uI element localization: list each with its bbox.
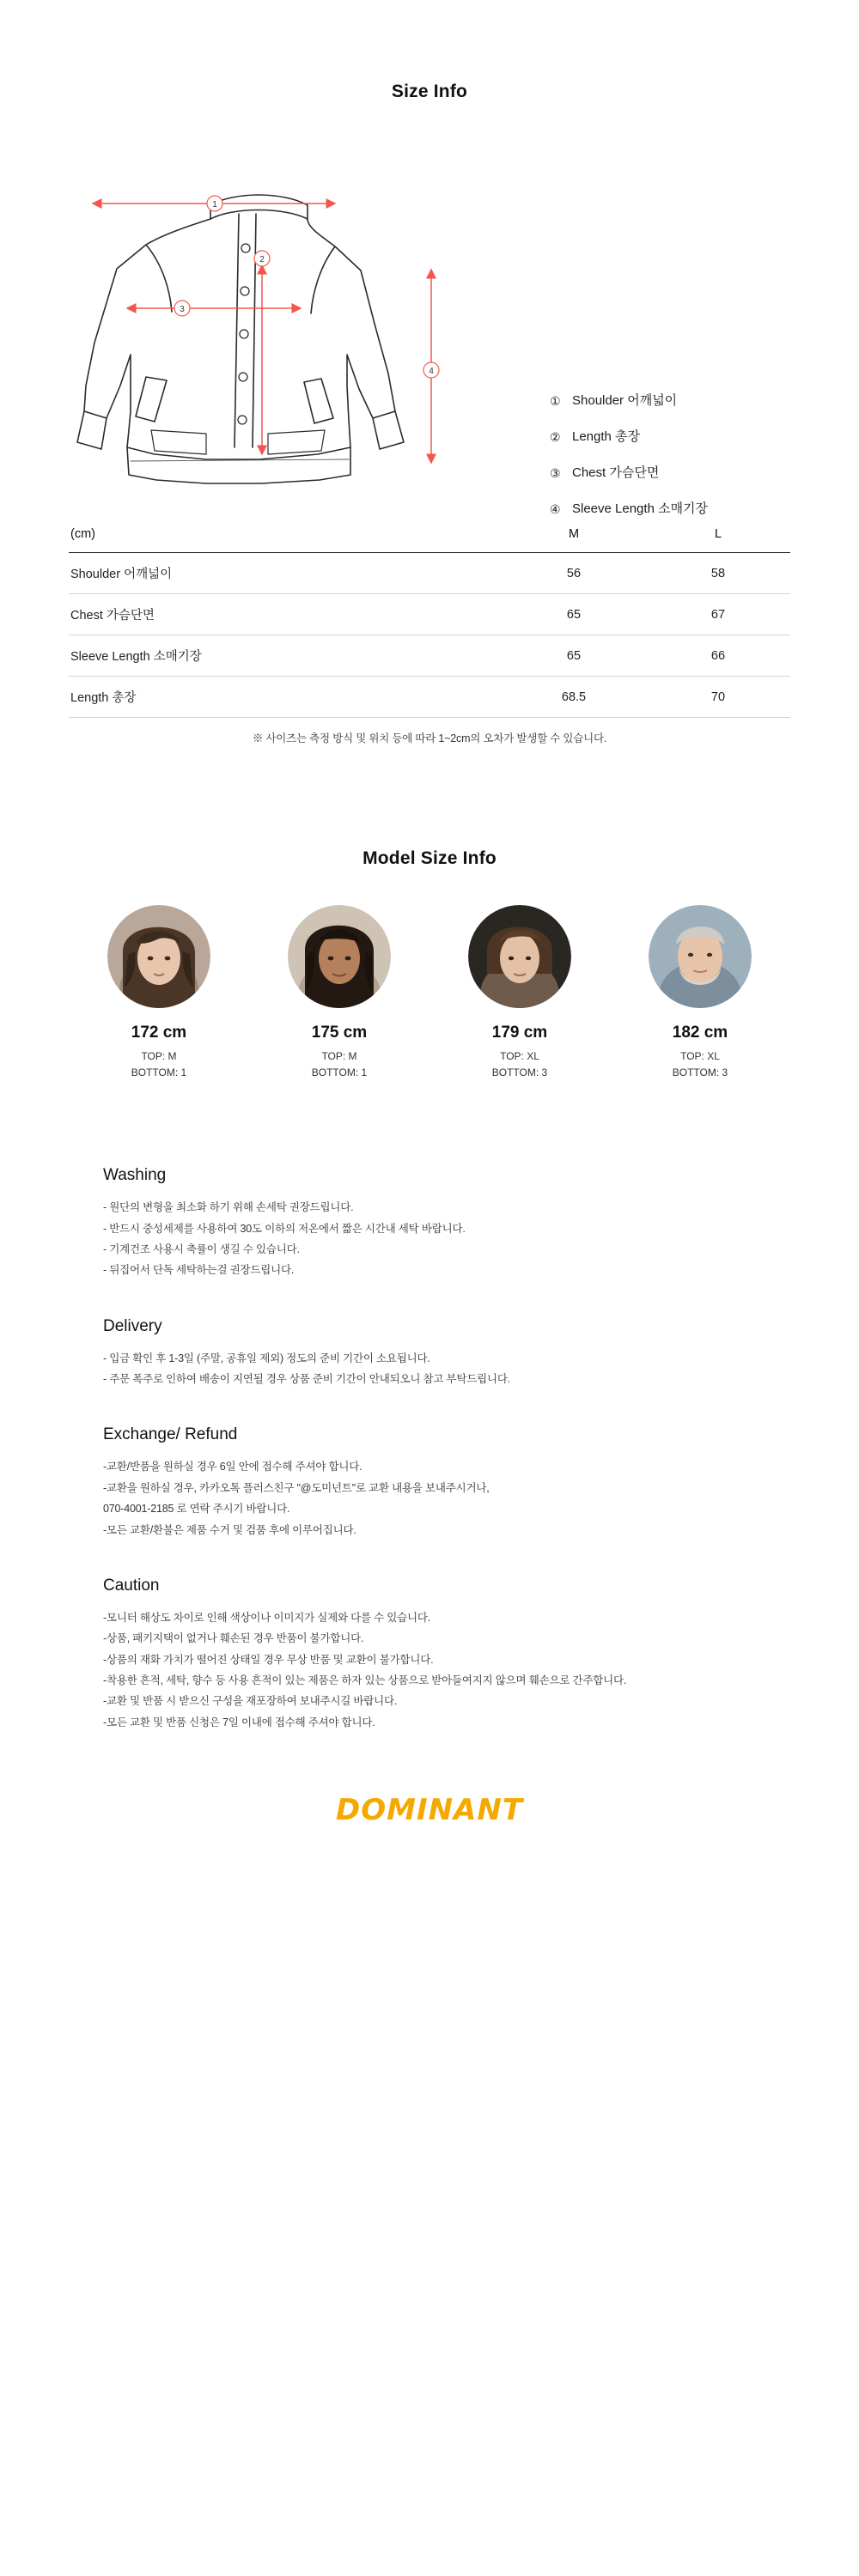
caution-section: [103, 1577, 756, 1733]
row-label-sleeve: Sleeve Length 소매기장: [69, 635, 502, 677]
header-unit: (cm): [69, 516, 502, 553]
model-portrait-2: [288, 905, 391, 1008]
legend-label-shoulder: Shoulder 어깨넓이: [572, 393, 678, 408]
washing-section: [103, 1166, 756, 1281]
washing-line-3: - 기계건조 사용시 축률이 생길 수 있습니다.: [103, 1242, 300, 1255]
exchange-refund-heading: Exchange/ Refund: [103, 1425, 238, 1444]
avatar: [468, 905, 571, 1008]
model-size-title: Model Size Info: [362, 848, 497, 868]
delivery-heading: Delivery: [103, 1316, 162, 1335]
washing-line-4: - 뒤집어서 단독 세탁하는걸 권장드립니다.: [103, 1264, 295, 1277]
row-label-shoulder: Shoulder 어깨넓이: [69, 553, 502, 594]
model-card: [634, 905, 767, 1080]
model-spec: [273, 1048, 406, 1080]
legend-label-sleeve: Sleeve Length 소매기장: [572, 501, 709, 516]
row-shoulder-m: 56: [502, 553, 646, 594]
model-card: [93, 905, 226, 1080]
caution-line-1: -모니터 해상도 차이로 인해 색상이나 이미지가 실제와 다를 수 있습니다.: [103, 1611, 431, 1624]
model-bottom-size: BOTTOM: 1: [311, 1066, 368, 1078]
exchange-line-2: -교환을 원하실 경우, 카카오톡 플러스친구 "@도미넌트"로 교환 내용을 보내주시거나,: [103, 1481, 490, 1494]
caution-line-2: -상품, 패키지택이 없거나 훼손된 경우 반품이 불가합니다.: [103, 1632, 364, 1645]
model-spec: [634, 1048, 767, 1080]
row-label-length: Length 총장: [69, 677, 502, 718]
brand-logo: DOMINANT: [335, 1793, 524, 1828]
size-table-note: ※ 사이즈는 측정 방식 및 위치 등에 따라 1~2cm의 오차가 발생할 수 있습니다.: [252, 732, 607, 744]
row-shoulder-l: 58: [646, 553, 790, 594]
model-height: 175 cm: [311, 1024, 368, 1042]
legend-item-sleeve: [550, 502, 708, 515]
washing-heading: Washing: [103, 1166, 167, 1185]
row-chest-l: 67: [646, 594, 790, 635]
legend-number-chest: ③: [550, 465, 561, 480]
exchange-line-3: 070-4001-2185 로 연락 주시기 바랍니다.: [103, 1503, 290, 1516]
model-height: 179 cm: [491, 1024, 548, 1042]
caution-line-4: -착용한 흔적, 세탁, 향수 등 사용 흔적이 있는 제품은 하자 있는 상품으로 받아들여지지 않으며 훼손으로 간주합니다.: [103, 1674, 627, 1687]
mark-sleeve-label: 4: [429, 367, 434, 376]
size-info-title: Size Info: [391, 82, 468, 101]
mark-shoulder-label: 1: [212, 200, 217, 210]
table-row: [69, 594, 790, 635]
legend-item-chest: [550, 466, 708, 479]
policy-sections: [103, 1080, 756, 1733]
model-bottom-size: BOTTOM: 3: [491, 1066, 548, 1078]
size-table-wrapper: [69, 516, 790, 745]
delivery-section: [103, 1317, 756, 1390]
row-sleeve-m: 65: [502, 635, 646, 677]
exchange-line-4: -모든 교환/환불은 제품 수거 및 검품 후에 이루어집니다.: [103, 1523, 356, 1536]
caution-line-5: -교환 및 반품 시 받으신 구성을 재포장하여 보내주시길 바랍니다.: [103, 1695, 398, 1708]
washing-line-1: - 원단의 변형을 최소화 하기 위해 손세탁 권장드립니다.: [103, 1201, 354, 1214]
model-spec: [93, 1048, 226, 1080]
model-height: 182 cm: [672, 1024, 728, 1042]
table-row: [69, 635, 790, 677]
legend-number-shoulder: ①: [550, 393, 561, 408]
model-portrait-1: [107, 905, 210, 1008]
legend-number-length: ②: [550, 429, 561, 444]
size-table-body: [69, 553, 790, 718]
model-bottom-size: BOTTOM: 3: [672, 1066, 728, 1078]
legend-item-shoulder: [550, 394, 708, 407]
model-bottom-size: BOTTOM: 1: [131, 1066, 187, 1078]
table-row: [69, 677, 790, 718]
model-spec: [454, 1048, 587, 1080]
avatar: [649, 905, 752, 1008]
model-top-size: TOP: XL: [680, 1050, 720, 1062]
caution-line-3: -상품의 재화 가치가 떨어진 상태일 경우 무상 반품 및 교환이 불가합니다.: [103, 1653, 434, 1666]
exchange-line-1: -교환/반품을 원하실 경우 6일 안에 접수해 주셔야 합니다.: [103, 1461, 362, 1473]
footer: [0, 1793, 859, 1862]
table-row: [69, 553, 790, 594]
legend-item-length: [550, 430, 708, 443]
caution-line-6: -모든 교환 및 반품 신청은 7일 이내에 접수해 주셔야 합니다.: [103, 1716, 375, 1728]
model-card: [454, 905, 587, 1080]
exchange-refund-section: [103, 1425, 756, 1540]
model-portrait-3: [468, 905, 571, 1008]
delivery-line-2: - 주문 폭주로 인하여 배송이 지연될 경우 상품 준비 기간이 안내되오니 참고 부탁드립니다.: [103, 1373, 511, 1386]
legend-label-chest: Chest 가슴단면: [572, 465, 660, 480]
header-size-l: L: [646, 516, 790, 553]
mark-chest-label: 3: [180, 305, 185, 314]
caution-heading: Caution: [103, 1576, 160, 1595]
model-list: [0, 905, 859, 1080]
measurement-legend: [550, 394, 708, 538]
mark-length-label: 2: [259, 255, 265, 264]
legend-number-sleeve: ④: [550, 501, 561, 516]
model-top-size: TOP: M: [321, 1050, 357, 1062]
size-table: [69, 516, 790, 718]
avatar: [107, 905, 210, 1008]
row-length-m: 68.5: [502, 677, 646, 718]
header-size-m: M: [502, 516, 646, 553]
row-length-l: 70: [646, 677, 790, 718]
jacket-illustration: [34, 128, 550, 489]
garment-measurement-diagram: [0, 128, 859, 516]
model-height: 172 cm: [131, 1024, 187, 1042]
model-card: [273, 905, 406, 1080]
model-top-size: TOP: XL: [500, 1050, 539, 1062]
washing-line-2: - 반드시 중성세제를 사용하여 30도 이하의 저온에서 짧은 시간내 세탁 바랍니다.: [103, 1222, 466, 1235]
row-chest-m: 65: [502, 594, 646, 635]
delivery-line-1: - 입금 확인 후 1-3일 (주말, 공휴일 제외) 정도의 준비 기간이 소요됩니다.: [103, 1352, 430, 1364]
row-label-chest: Chest 가슴단면: [69, 594, 502, 635]
legend-label-length: Length 총장: [572, 429, 641, 444]
row-sleeve-l: 66: [646, 635, 790, 677]
model-portrait-4: [649, 905, 752, 1008]
avatar: [288, 905, 391, 1008]
model-top-size: TOP: M: [141, 1050, 177, 1062]
